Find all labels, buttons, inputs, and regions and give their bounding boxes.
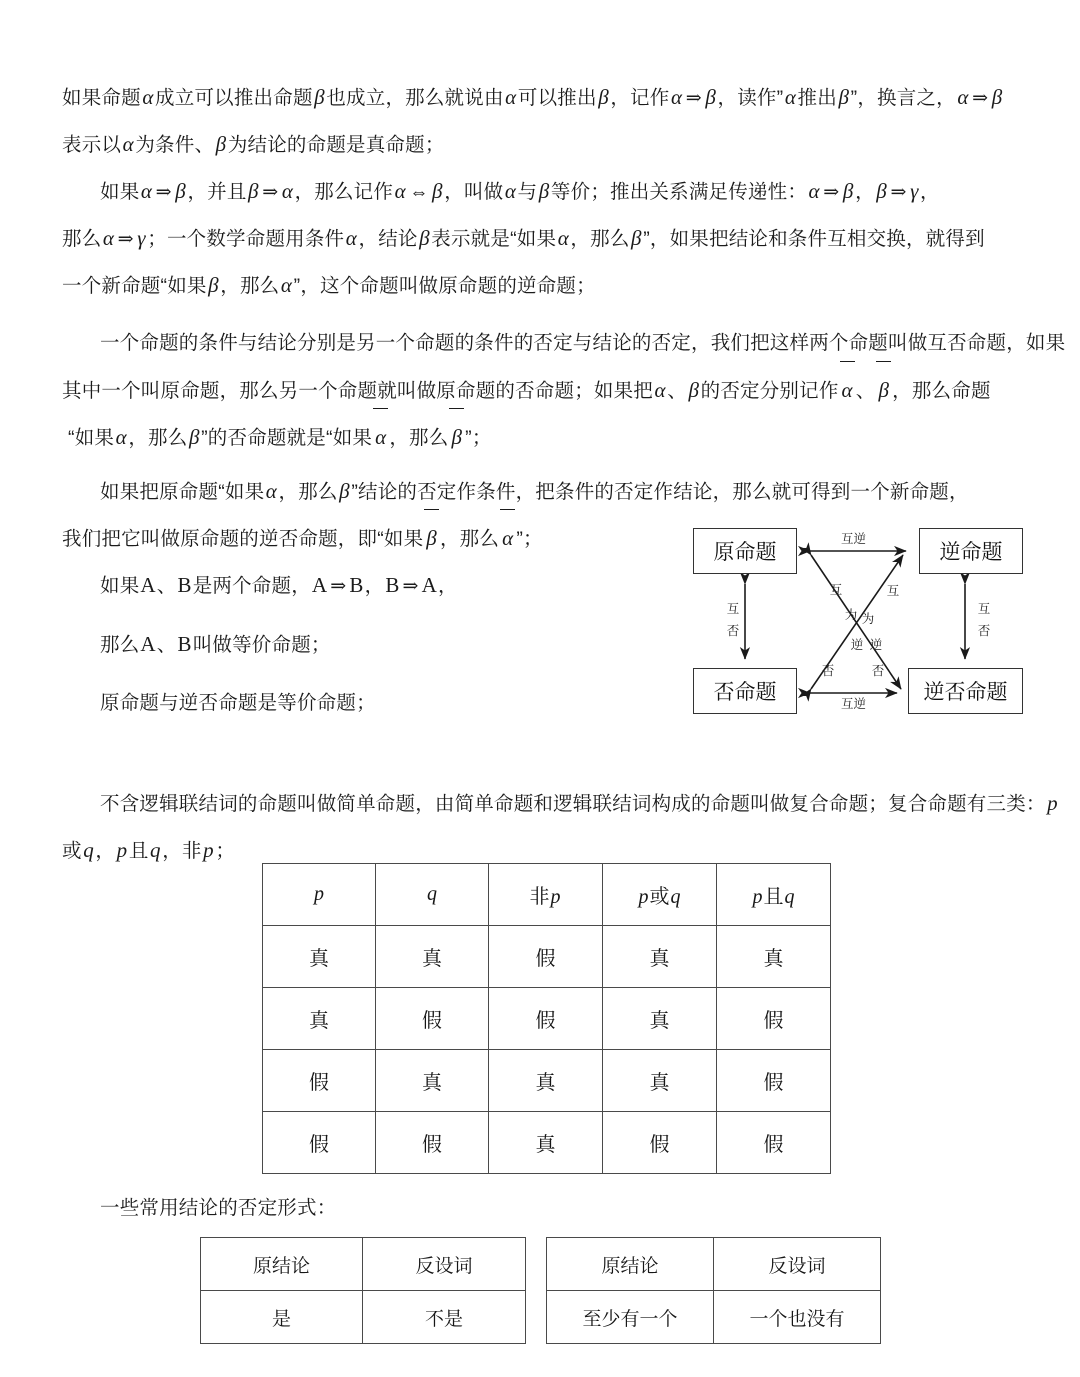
paragraph-line xyxy=(100,621,331,669)
text-run: ， xyxy=(364,575,385,597)
text-run: ，换言之， xyxy=(857,87,956,109)
table-header-row xyxy=(263,864,831,926)
table-cell: 假 xyxy=(717,1050,831,1112)
symbol-beta: β xyxy=(215,132,227,156)
box-label: 否命题 xyxy=(713,680,777,704)
text-run: “如果 xyxy=(326,427,373,449)
symbol-iff: ⇔ xyxy=(409,182,429,203)
text-run: ； xyxy=(215,840,236,862)
symbol-alpha: α xyxy=(505,85,517,109)
box-label: 逆否命题 xyxy=(923,680,1008,704)
table-cell: 真 xyxy=(376,926,489,988)
paragraph-line xyxy=(62,262,596,310)
diagram-label-right-mutual-2: 否 xyxy=(977,624,991,638)
diagram-label-diag1-3: 逆 xyxy=(850,638,864,652)
symbol-alpha: α xyxy=(502,526,514,550)
text-run: ，那么 xyxy=(128,427,188,449)
symbol-alpha: α xyxy=(504,179,517,203)
text-run: 我们把它叫做原命题的逆否命题，即 xyxy=(62,528,378,550)
text-run: 成立可以推出命题 xyxy=(155,87,313,109)
symbol-alpha-negated xyxy=(839,367,856,415)
paragraph-line xyxy=(62,367,991,415)
symbol-alpha: α xyxy=(394,179,406,203)
symbol-beta: β xyxy=(688,378,700,402)
table-row xyxy=(547,1291,881,1344)
text-run: 表示以 xyxy=(62,134,122,156)
paragraph-line xyxy=(100,320,1065,367)
paragraph-line xyxy=(62,215,985,263)
table-cell: 假 xyxy=(263,1112,376,1174)
symbol-beta: β xyxy=(175,179,186,203)
table-header-cell xyxy=(376,864,489,926)
table-row xyxy=(263,988,831,1050)
text-run: 如果把原命题 xyxy=(100,481,219,503)
table-row xyxy=(201,1291,526,1344)
table-cell: 真 xyxy=(376,1050,489,1112)
table-cell: 假 xyxy=(376,1112,489,1174)
text-run: 如果 xyxy=(100,575,140,597)
symbol-B: B xyxy=(385,573,400,597)
symbol-beta: β xyxy=(538,179,550,203)
symbol-beta: β xyxy=(705,85,716,109)
symbol-implies: ⇒ xyxy=(685,88,702,109)
symbol-beta: β xyxy=(188,425,200,449)
symbol-beta: β xyxy=(208,273,219,297)
symbol-implies: ⇒ xyxy=(155,182,172,203)
symbol-beta: β xyxy=(876,179,887,203)
symbol-q: q xyxy=(150,838,161,862)
symbol-beta: β xyxy=(248,179,259,203)
symbol-A: A xyxy=(421,573,438,597)
symbol-B: B xyxy=(177,573,192,597)
diagram-label-diag1-2: 为 xyxy=(844,608,858,622)
table-cell: 真 xyxy=(489,1112,603,1174)
text-run: ”； xyxy=(516,528,543,550)
symbol-alpha: α xyxy=(265,479,278,503)
text-run: ，那么命题 xyxy=(892,380,991,402)
table-header-row xyxy=(201,1238,526,1291)
table-header-row xyxy=(547,1238,881,1291)
symbol-alpha: α xyxy=(102,226,115,250)
text-run: “如果 xyxy=(377,528,424,550)
text-run: ，叫做 xyxy=(444,181,504,203)
paragraph-line: 如果A、B是两个命题，A ⇒ B，B ⇒ A， xyxy=(100,573,458,597)
symbol-beta: β xyxy=(314,85,325,109)
table-cell: 真 xyxy=(263,988,376,1050)
table-header-cell: 反设词 xyxy=(714,1238,881,1291)
text-run: 表示就是 xyxy=(431,228,511,250)
table-cell: 一个也没有 xyxy=(714,1291,881,1344)
symbol-beta: β xyxy=(631,226,642,250)
table-cell: 真 xyxy=(717,926,831,988)
symbol-alpha: α xyxy=(557,226,569,250)
diagram-box-converse-proposition xyxy=(919,528,1023,574)
text-run: ，那么 xyxy=(570,228,630,250)
symbol-alpha: α xyxy=(345,226,357,250)
table-cell: 是 xyxy=(201,1291,363,1344)
symbol-alpha-negated xyxy=(499,515,516,563)
symbol-p: p xyxy=(1047,791,1058,815)
text-run: 非 xyxy=(529,886,550,908)
symbol-q: q xyxy=(427,883,437,905)
text-run: 与 xyxy=(517,181,538,203)
symbol-beta: β xyxy=(838,85,850,109)
text-run: 的否定分别记作 xyxy=(700,380,839,402)
symbol-p: p xyxy=(752,886,763,908)
text-run: ， xyxy=(95,840,116,862)
symbol-q: q xyxy=(784,886,795,908)
symbol-beta: β xyxy=(419,226,430,250)
symbol-gamma: γ xyxy=(910,179,919,203)
symbol-alpha: α xyxy=(841,378,853,402)
symbol-A: A xyxy=(140,573,156,597)
text-run: ”，这个命题叫做原命题的逆命题； xyxy=(293,275,596,297)
symbol-alpha: α xyxy=(784,85,797,109)
symbol-beta: β xyxy=(598,85,609,109)
diagram-label-left-mutual-2: 否 xyxy=(726,624,740,638)
diagram-label-diag2-2: 为 xyxy=(861,612,875,626)
text-run: 一些常用结论的否定形式： xyxy=(100,1197,337,1219)
negation-tables-caption xyxy=(100,1185,336,1232)
diagram-label-top-mutual-converse: 互逆 xyxy=(841,532,867,546)
text-run: 如果 xyxy=(100,181,140,203)
diagram-box-original-proposition xyxy=(693,528,797,574)
symbol-beta: β xyxy=(432,179,443,203)
paragraph-line xyxy=(62,121,445,169)
symbol-p: p xyxy=(203,838,214,862)
symbol-alpha: α xyxy=(375,425,387,449)
text-run: 不含逻辑联结词的命题叫做简单命题，由简单命题和逻辑联结词构成的命题叫做复合命题；复合命题有三类： xyxy=(100,793,1046,815)
table-header-cell: 原结论 xyxy=(547,1238,714,1291)
text-run: 那么 xyxy=(62,228,102,250)
diagram-box-contrapositive-proposition xyxy=(908,668,1023,714)
paragraph-line: 如果命题α成立可以推出命题β也成立，那么就说由α可以推出β，记作α ⇒ β，读作”α推出β”，换言之，α ⇒ β xyxy=(62,85,1003,109)
text-run: “如果 xyxy=(160,275,207,297)
diagram-label-right-mutual-1: 互 xyxy=(977,602,991,616)
table-row xyxy=(263,1050,831,1112)
symbol-beta-negated xyxy=(875,367,892,415)
text-run: 如果命题 xyxy=(62,87,141,109)
text-run: 那么 xyxy=(100,634,140,656)
text-run: 也成立 xyxy=(326,87,386,109)
paragraph-line xyxy=(100,468,969,516)
symbol-p: p xyxy=(116,838,128,862)
text-run: 、 xyxy=(667,380,687,402)
symbol-implies: ⇒ xyxy=(972,88,989,109)
symbol-p: p xyxy=(638,886,649,908)
symbol-beta: β xyxy=(842,179,854,203)
symbol-beta: β xyxy=(878,378,890,402)
table-row xyxy=(263,1112,831,1174)
text-run: ，那么 xyxy=(389,427,449,449)
text-run: ，非 xyxy=(162,840,202,862)
text-run: ，那么 xyxy=(278,481,338,503)
symbol-implies: ⇒ xyxy=(402,576,419,597)
diagram-label-diag1-1: 互 xyxy=(829,583,843,597)
symbol-gamma: γ xyxy=(137,226,146,250)
symbol-beta-negated xyxy=(423,515,440,563)
text-run: 推出 xyxy=(797,87,837,109)
paragraph-line xyxy=(100,780,1059,828)
text-run: 一个命题的条件与结论分别是另一个命题的条件的否定与结论的否定，我们把这样两个命题叫做互否命题，如果 xyxy=(100,332,1066,354)
text-run: 且 xyxy=(128,840,149,862)
paragraph-line xyxy=(62,515,543,563)
text-run: “如果 xyxy=(218,481,265,503)
symbol-implies: ⇒ xyxy=(890,182,907,203)
diagram-label-diag2-4: 否 xyxy=(821,664,835,678)
text-run: 、 xyxy=(855,380,876,402)
diagram-label-bottom-mutual-converse: 互逆 xyxy=(841,697,867,711)
symbol-alpha-negated xyxy=(372,414,389,462)
text-run: 为条件、 xyxy=(135,134,215,156)
symbol-alpha: α xyxy=(654,378,666,402)
symbol-alpha: α xyxy=(957,85,969,109)
symbol-beta: β xyxy=(426,526,437,550)
negation-table-right xyxy=(546,1237,881,1344)
text-run: ，记作 xyxy=(610,87,670,109)
symbol-implies: ⇒ xyxy=(823,182,840,203)
table-cell: 假 xyxy=(717,1112,831,1174)
table-header-cell xyxy=(603,864,717,926)
text-run: 叫做等价命题； xyxy=(192,634,331,656)
text-run: 、 xyxy=(156,575,177,597)
text-run: 是两个命题， xyxy=(192,575,311,597)
paragraph-line xyxy=(62,827,235,875)
negation-table-left xyxy=(200,1237,526,1344)
text-run: “如果 xyxy=(510,228,557,250)
symbol-implies: ⇒ xyxy=(330,576,347,597)
table-header-cell xyxy=(717,864,831,926)
symbol-B: B xyxy=(177,632,192,656)
text-run: 且 xyxy=(763,886,784,908)
table-cell: 真 xyxy=(603,988,717,1050)
table-cell: 真 xyxy=(603,926,717,988)
table-cell: 真 xyxy=(263,926,376,988)
table-cell: 至少有一个 xyxy=(547,1291,714,1344)
text-run: 一个新命题 xyxy=(62,275,161,297)
table-cell: 假 xyxy=(603,1112,717,1174)
table-cell: 真 xyxy=(603,1050,717,1112)
diagram-label-diag1-4: 否 xyxy=(871,664,885,678)
diagram-label-left-mutual-1: 互 xyxy=(726,602,740,616)
symbol-p: p xyxy=(550,886,561,908)
table-cell: 假 xyxy=(489,988,603,1050)
symbol-B: B xyxy=(349,573,364,597)
symbol-implies: ⇒ xyxy=(117,229,134,250)
box-label: 逆命题 xyxy=(939,540,1003,564)
text-run: 等价；推出关系满足传递性： xyxy=(550,181,808,203)
table-cell: 假 xyxy=(717,988,831,1050)
symbol-alpha: α xyxy=(122,132,134,156)
table-cell: 假 xyxy=(263,1050,376,1112)
text-run: ，读作 xyxy=(717,87,777,109)
text-run: ，结论 xyxy=(358,228,418,250)
text-run: ，那么 xyxy=(439,528,500,550)
symbol-implies: ⇒ xyxy=(262,182,279,203)
text-run: 可以推出 xyxy=(517,87,597,109)
symbol-q: q xyxy=(670,886,681,908)
text-run: ，并且 xyxy=(187,181,247,203)
text-run: ”结论的否定作条件，把条件的否定作结论，那么就可得到一个新命题， xyxy=(351,481,969,503)
diagram-label-diag2-3: 逆 xyxy=(869,638,883,652)
table-header-cell xyxy=(489,864,603,926)
text-run: 为结论的命题是真命题； xyxy=(227,134,445,156)
table-cell: 真 xyxy=(489,1050,603,1112)
truth-table xyxy=(262,863,831,1174)
symbol-q: q xyxy=(83,838,94,862)
symbol-alpha: α xyxy=(281,179,294,203)
text-run: 、 xyxy=(156,634,177,656)
text-run: ”； xyxy=(465,427,492,449)
table-cell: 假 xyxy=(376,988,489,1050)
text-run: ，那么 xyxy=(220,275,280,297)
symbol-beta-negated xyxy=(448,414,465,462)
symbol-alpha: α xyxy=(115,425,127,449)
four-propositions-diagram xyxy=(693,528,1023,716)
table-header-cell: 原结论 xyxy=(201,1238,363,1291)
symbol-alpha: α xyxy=(280,273,293,297)
text-run: ；一个数学命题用条件 xyxy=(147,228,345,250)
text-run: ”的否命题就是 xyxy=(201,427,327,449)
paragraph-line xyxy=(100,680,376,727)
box-label: 原命题 xyxy=(713,540,777,564)
paragraph-line: 如果α ⇒ β，并且β ⇒ α，那么记作α ⇔ β，叫做α与β等价；推出关系满足传递性：α ⇒ β，β ⇒ γ， xyxy=(100,179,940,203)
symbol-p: p xyxy=(314,883,324,905)
table-header-cell: 反设词 xyxy=(363,1238,526,1291)
symbol-alpha: α xyxy=(142,85,154,109)
text-run: “如果 xyxy=(68,427,115,449)
symbol-alpha: α xyxy=(808,179,820,203)
diagram-label-diag2-1: 互 xyxy=(886,584,900,598)
paragraph-line xyxy=(68,414,492,462)
symbol-beta: β xyxy=(339,479,350,503)
table-row xyxy=(263,926,831,988)
diagram-box-inverse-proposition xyxy=(693,668,797,714)
table-cell: 假 xyxy=(489,926,603,988)
symbol-A: A xyxy=(140,632,156,656)
text-run: 原命题与逆否命题是等价命题； xyxy=(100,692,376,714)
symbol-A: A xyxy=(311,573,328,597)
symbol-beta: β xyxy=(451,425,463,449)
text-run: 或 xyxy=(649,886,670,908)
text-run: 或 xyxy=(62,840,82,862)
text-run: ，那么记作 xyxy=(294,181,394,203)
symbol-alpha: α xyxy=(670,85,683,109)
text-run: 其中一个叫原命题，那么另一个命题就叫做原命题的否命题；如果把 xyxy=(62,380,654,402)
table-cell: 不是 xyxy=(363,1291,526,1344)
text-run: ”，如果把结论和条件互相交换，就得到 xyxy=(643,228,985,250)
table-header-cell xyxy=(263,864,376,926)
text-run: ，那么就说由 xyxy=(385,87,504,109)
symbol-beta: β xyxy=(991,85,1003,109)
symbol-alpha: α xyxy=(140,179,153,203)
